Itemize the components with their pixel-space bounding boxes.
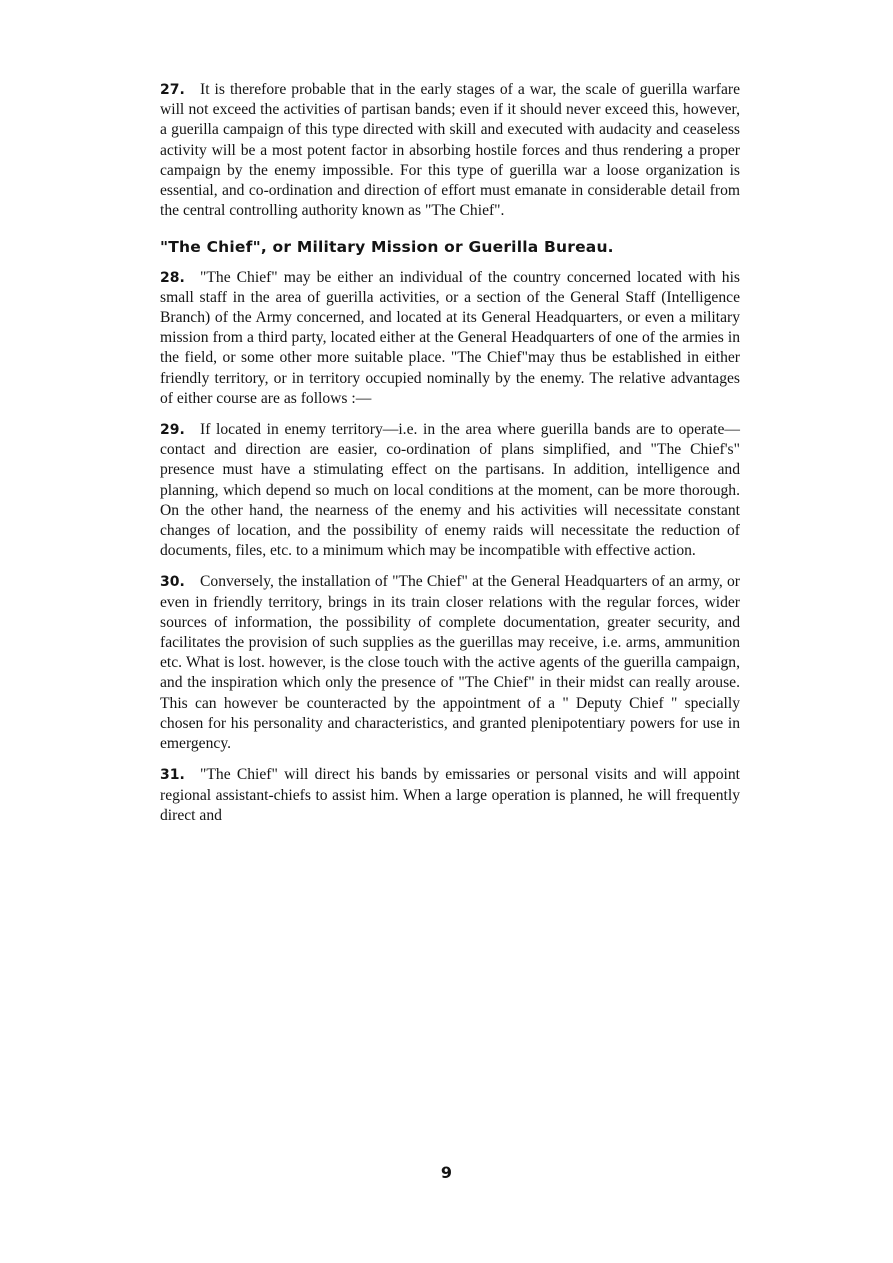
section-heading: "The Chief", or Military Mission or Guerilla Bureau. — [160, 238, 614, 257]
paragraph-29 — [160, 420, 740, 561]
paragraph-27 — [160, 80, 740, 221]
paragraph-30 — [160, 572, 740, 754]
paragraph-number: 30. — [160, 574, 185, 591]
page-number: 9 — [440, 1163, 453, 1182]
paragraph-31 — [160, 765, 740, 826]
paragraph-text: If located in enemy territory—i.e. in the area where guerilla bands are to operate—contact and direction are easier, co-ordination of plans simplified, and "The Chief's" presence must have a stimulating effect on the partisans. In addition, intelligence and planning, which depend so much on local conditions at the moment, can be more thorough. On the other hand, the nearness of the enemy and his activities will necessitate constant changes of location, and the possibility of enemy raids will necessitate the reduction of documents, files, etc. to a minimum which may be incompatible with effective action. — [160, 421, 740, 560]
paragraph-number: 28. — [160, 269, 185, 286]
paragraph-text: "The Chief" will direct his bands by emissaries or personal visits and will appoint regional assistant-chiefs to assist him. When a large operation is planned, he will frequently direct and — [160, 766, 740, 824]
document-page — [160, 80, 740, 837]
paragraph-text: It is therefore probable that in the early stages of a war, the scale of guerilla warfare will not exceed the activities of partisan bands; even if it should never exceed this, however, a guerilla campaign of this type directed with skill and executed with audacity and ceaseless activity will be a most potent factor in absorbing hostile forces and thus rendering a proper campaign by the enemy impossible. For this type of guerilla war a loose organization is essential, and co-ordination and direction of effort must emanate in considerable detail from the central controlling authority known as "The Chief". — [160, 81, 740, 220]
paragraph-number: 29. — [160, 422, 185, 439]
paragraph-text: "The Chief" may be either an individual of the country concerned located with his small staff in the area of guerilla activities, or a section of the General Staff (Intelligence Branch) of the Army concerned, and located at its General Headquarters, or even a military mission from a third party, located either at the General Headquarters of one of the armies in the field, or some other more suitable place. "The Chief"may thus be established in either friendly territory, or in territory occupied nominally by the enemy. The relative advantages of either course are as follows :— — [160, 268, 740, 407]
paragraph-number: 27. — [160, 82, 185, 98]
paragraph-28 — [160, 268, 740, 409]
paragraph-text: Conversely, the installation of "The Chief" at the General Headquarters of an army, or even in friendly territory, brings in its train closer relations with the regular forces, wider sources of information, the possibility of complete documentation, greater security, and facilitates the provision of such supplies as the guerillas may receive, i.e. arms, ammunition etc. What is lost. however, is the close touch with the active agents of the guerilla campaign, and the inspiration which only the presence of "The Chief" in their midst can really arouse. This can however be counteracted by the appointment of a " Deputy Chief " specially chosen for his personality and characteristics, and granted plenipotentiary powers for use in emergency. — [160, 573, 740, 753]
paragraph-number: 31. — [160, 767, 185, 784]
